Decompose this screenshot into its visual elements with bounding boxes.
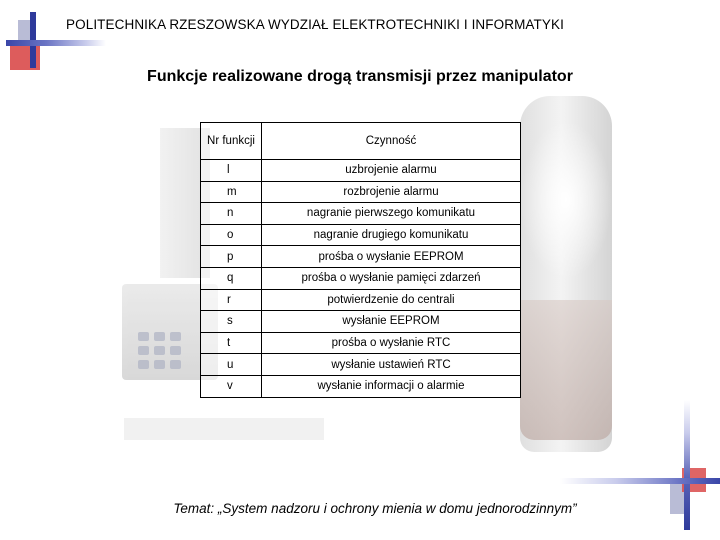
corner-decoration-bottom-right-horizontal (560, 478, 720, 484)
column-header-function-number: Nr funkcji (201, 123, 262, 160)
action-cell: wysłanie ustawień RTC (262, 354, 521, 376)
keypad-key (138, 332, 149, 341)
keypad-key (154, 332, 165, 341)
keypad-key (138, 346, 149, 355)
action-cell: uzbrojenie alarmu (262, 160, 521, 182)
function-number-cell: u (201, 354, 262, 376)
function-number-cell: v (201, 375, 262, 397)
table-row (201, 267, 521, 289)
function-number-cell: p (201, 246, 262, 268)
table-row (201, 203, 521, 225)
table-row (201, 332, 521, 354)
functions-table (200, 122, 521, 398)
function-number-cell: o (201, 224, 262, 246)
function-number-cell: m (201, 181, 262, 203)
table-row (201, 354, 521, 376)
keypad-key (170, 360, 181, 369)
slide-title: Funkcje realizowane drogą transmisji przez manipulator (147, 68, 573, 85)
siren-device-lower-part (520, 300, 612, 440)
siren-highlight (520, 120, 612, 280)
keypad-key (138, 360, 149, 369)
table-row (201, 224, 521, 246)
action-cell: wysłanie EEPROM (262, 311, 521, 333)
keypad-key (154, 346, 165, 355)
table-row (201, 246, 521, 268)
function-number-cell: n (201, 203, 262, 225)
table-row (201, 160, 521, 182)
table-row (201, 181, 521, 203)
action-cell: prośba o wysłanie pamięci zdarzeń (262, 267, 521, 289)
keypad-key (154, 360, 165, 369)
function-number-cell: l (201, 160, 262, 182)
institution-header: POLITECHNIKA RZESZOWSKA WYDZIAŁ ELEKTROTECHNIKI I INFORMATYKI (66, 17, 564, 32)
function-number-cell: r (201, 289, 262, 311)
column-header-action: Czynność (262, 123, 521, 160)
table-row (201, 289, 521, 311)
slide-footer-topic: Temat: „System nadzoru i ochrony mienia w domu jednorodzinnym” (173, 501, 577, 516)
keypad-key (170, 332, 181, 341)
action-cell: potwierdzenie do centrali (262, 289, 521, 311)
action-cell: wysłanie informacji o alarmie (262, 375, 521, 397)
action-cell: nagranie pierwszego komunikatu (262, 203, 521, 225)
function-number-cell: t (201, 332, 262, 354)
action-cell: rozbrojenie alarmu (262, 181, 521, 203)
corner-decoration-top-left-horizontal (6, 40, 106, 46)
table-row (201, 311, 521, 333)
function-number-cell: q (201, 267, 262, 289)
action-cell: nagranie drugiego komunikatu (262, 224, 521, 246)
table-row (201, 375, 521, 397)
table-header-row (201, 123, 521, 160)
keypad-key (170, 346, 181, 355)
function-number-cell: s (201, 311, 262, 333)
action-cell: prośba o wysłanie EEPROM (262, 246, 521, 268)
device-base-strip (124, 418, 324, 440)
action-cell: prośba o wysłanie RTC (262, 332, 521, 354)
